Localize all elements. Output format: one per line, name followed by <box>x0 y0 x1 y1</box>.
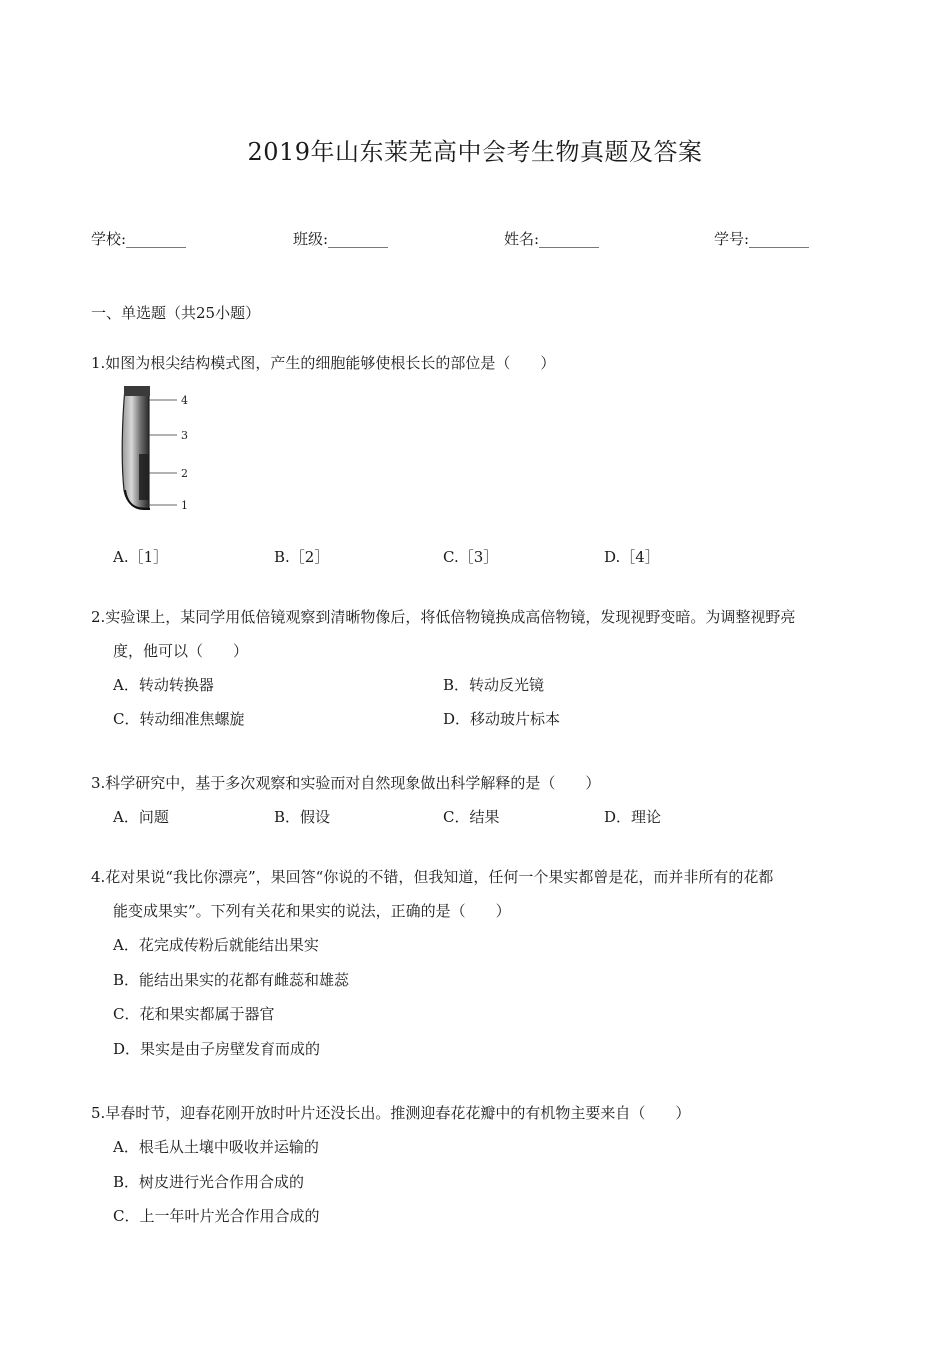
option-d[interactable]: D．理论 <box>604 808 662 826</box>
option-a[interactable]: A．根毛从土壤中吸收并运输的 <box>113 1138 319 1156</box>
question-3 <box>91 766 861 834</box>
root-hair-zone <box>124 386 150 396</box>
option-c[interactable]: C．花和果实都属于器官 <box>113 1005 275 1023</box>
root-tip-diagram <box>111 382 201 514</box>
figure-label-1: 1 <box>181 499 188 512</box>
option-d[interactable]: D.［4］ <box>604 548 660 566</box>
option-c[interactable]: C．上一年叶片光合作用合成的 <box>113 1207 320 1225</box>
question-4 <box>91 860 861 1066</box>
option-a[interactable]: A.［1］ <box>113 548 169 566</box>
question-stem-continued: 能变成果实”。下列有关花和果实的说法，正确的是（ ） <box>113 902 511 920</box>
student-number-field: 学号:________ <box>714 230 810 248</box>
figure-label-2: 2 <box>181 467 188 480</box>
question-stem: 4.花对果说“我比你漂亮”，果回答“你说的不错，但我知道，任何一个果实都曾是花，而并非所有的花都 <box>91 868 774 886</box>
option-d[interactable]: D．移动玻片标本 <box>443 710 561 728</box>
option-b[interactable]: B.［2］ <box>274 548 330 566</box>
question-5 <box>91 1096 861 1234</box>
option-a[interactable]: A．花完成传粉后就能结出果实 <box>113 936 319 954</box>
question-stem: 2.实验课上，某同学用低倍镜观察到清晰物像后，将低倍物镜换成高倍物镜，发现视野变暗。为调整视野亮 <box>91 608 796 626</box>
question-stem-continued: 度，他可以（ ） <box>113 642 249 660</box>
option-c[interactable]: C．结果 <box>443 808 500 826</box>
option-c[interactable]: C．转动细准焦螺旋 <box>113 710 245 728</box>
option-b[interactable]: B．能结出果实的花都有雌蕊和雄蕊 <box>113 970 350 989</box>
option-b[interactable]: B．转动反光镜 <box>443 676 545 694</box>
school-field: 学校:________ <box>91 230 187 248</box>
name-field: 姓名:________ <box>504 230 600 248</box>
meristem-zone <box>139 454 149 500</box>
section-heading: 一、单选题（共25小题） <box>91 304 261 322</box>
class-field: 班级:________ <box>293 230 389 248</box>
question-1 <box>91 346 861 380</box>
option-a[interactable]: A．转动转换器 <box>113 676 214 694</box>
option-d[interactable]: D．果实是由子房壁发育而成的 <box>113 1039 321 1058</box>
option-b[interactable]: B．假设 <box>274 808 331 826</box>
question-stem: 5.早春时节，迎春花刚开放时叶片还没长出。推测迎春花花瓣中的有机物主要来自（ ） <box>91 1104 691 1122</box>
question-2 <box>91 600 861 736</box>
option-b[interactable]: B．树皮进行光合作用合成的 <box>113 1172 305 1191</box>
question-stem: 3.科学研究中，基于多次观察和实验而对自然现象做出科学解释的是（ ） <box>91 774 601 792</box>
option-a[interactable]: A．问题 <box>113 808 169 826</box>
page-title: 2019年山东莱芜高中会考生物真题及答案 <box>247 138 703 166</box>
figure-label-3: 3 <box>181 429 188 442</box>
question-stem: 1.如图为根尖结构模式图，产生的细胞能够使根长长的部位是（ ） <box>91 354 556 372</box>
question-1-options <box>91 540 861 574</box>
figure-label-4: 4 <box>181 394 188 407</box>
option-c[interactable]: C.［3］ <box>443 548 499 566</box>
student-info-line <box>91 228 851 252</box>
